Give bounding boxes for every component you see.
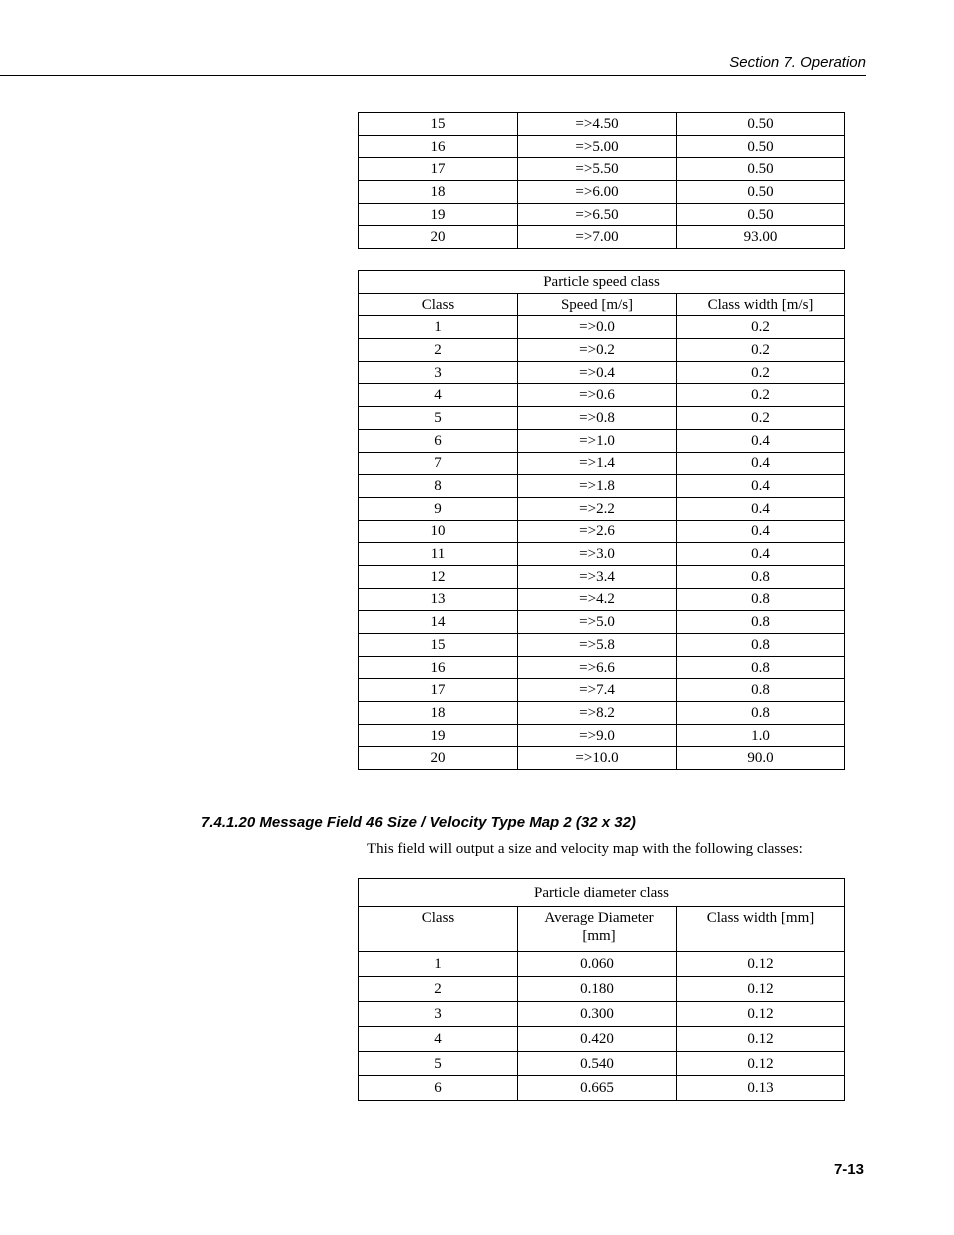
table-cell: =>0.0	[518, 316, 677, 339]
table-cell: 6	[359, 1076, 518, 1101]
table-cell: 0.8	[677, 679, 845, 702]
table-cell: =>2.6	[518, 520, 677, 543]
table-cell: 0.12	[677, 1001, 845, 1026]
table-row	[359, 679, 845, 702]
table-cell: 7	[359, 452, 518, 475]
table-cell: =>0.4	[518, 361, 677, 384]
table-row	[359, 497, 845, 520]
table-cell: 0.50	[677, 203, 845, 226]
table-cell: =>7.4	[518, 679, 677, 702]
table-cell: 0.060	[518, 952, 677, 977]
table-row	[359, 634, 845, 657]
table-cell: =>1.4	[518, 452, 677, 475]
column-header: Class width [mm]	[677, 907, 845, 952]
table-header-row	[359, 907, 845, 952]
table-cell: 0.13	[677, 1076, 845, 1101]
table-cell: 16	[359, 135, 518, 158]
table-cell: 1	[359, 952, 518, 977]
table-cell: 12	[359, 565, 518, 588]
table-cell: =>5.50	[518, 158, 677, 181]
table-row	[359, 407, 845, 430]
table-row	[359, 520, 845, 543]
table-row	[359, 656, 845, 679]
table-row	[359, 361, 845, 384]
table-row	[359, 588, 845, 611]
table-cell: 8	[359, 475, 518, 498]
table-cell: 3	[359, 361, 518, 384]
table-cell: =>9.0	[518, 724, 677, 747]
table-cell: 0.2	[677, 407, 845, 430]
table-cell: 0.12	[677, 952, 845, 977]
table-cell: 6	[359, 429, 518, 452]
table-cell: 2	[359, 339, 518, 362]
table-body	[359, 952, 845, 1101]
table-cell: =>0.2	[518, 339, 677, 362]
table-cell: =>6.00	[518, 181, 677, 204]
table-row	[359, 158, 845, 181]
table-cell: 4	[359, 384, 518, 407]
column-header: Class	[359, 293, 518, 316]
table-cell: 19	[359, 203, 518, 226]
table-cell: 17	[359, 679, 518, 702]
table-cell: 11	[359, 543, 518, 566]
table-cell: 20	[359, 747, 518, 770]
table-cell: =>5.8	[518, 634, 677, 657]
table-cell: 13	[359, 588, 518, 611]
table-cell: 0.50	[677, 113, 845, 136]
table-cell: 1	[359, 316, 518, 339]
table-cell: 0.4	[677, 452, 845, 475]
table-title-row	[359, 271, 845, 294]
table-cell: 17	[359, 158, 518, 181]
table-cell: =>10.0	[518, 747, 677, 770]
table-cell: 0.540	[518, 1051, 677, 1076]
table-cell: 19	[359, 724, 518, 747]
table-cell: 0.8	[677, 634, 845, 657]
table-cell: =>6.50	[518, 203, 677, 226]
table-cell: =>4.2	[518, 588, 677, 611]
table-cell: 0.50	[677, 135, 845, 158]
table-row	[359, 565, 845, 588]
table-cell: 0.8	[677, 611, 845, 634]
table-cell: =>7.00	[518, 226, 677, 249]
table-cell: 0.2	[677, 384, 845, 407]
column-header: Class	[359, 907, 518, 952]
table-cell: 3	[359, 1001, 518, 1026]
table-cell: 4	[359, 1026, 518, 1051]
table-row	[359, 543, 845, 566]
table-cell: =>5.00	[518, 135, 677, 158]
column-header: Class width [m/s]	[677, 293, 845, 316]
table-cell: 0.12	[677, 976, 845, 1001]
table-cell: 1.0	[677, 724, 845, 747]
table-cell: 0.50	[677, 158, 845, 181]
table-cell: 5	[359, 407, 518, 430]
table-row	[359, 952, 845, 977]
table-row	[359, 1076, 845, 1101]
page-number: 7-13	[833, 1161, 864, 1178]
table-row	[359, 611, 845, 634]
table-header-row	[359, 293, 845, 316]
table-row	[359, 181, 845, 204]
table-row	[359, 113, 845, 136]
table-cell: 18	[359, 181, 518, 204]
table-row	[359, 226, 845, 249]
table-cell: 0.12	[677, 1051, 845, 1076]
table-cell: 0.665	[518, 1076, 677, 1101]
table-cell: =>0.8	[518, 407, 677, 430]
section-heading: 7.4.1.20 Message Field 46 Size / Velocity Type Map 2 (32 x 32)	[201, 814, 636, 831]
table-title-row	[359, 879, 845, 907]
table-row	[359, 429, 845, 452]
table-cell: 18	[359, 702, 518, 725]
table-cell: 0.8	[677, 565, 845, 588]
table-cell: 15	[359, 113, 518, 136]
table-cell: =>5.0	[518, 611, 677, 634]
table-row	[359, 747, 845, 770]
table-row	[359, 452, 845, 475]
table-cell: 90.0	[677, 747, 845, 770]
table-cell: 20	[359, 226, 518, 249]
table-cell: =>0.6	[518, 384, 677, 407]
table-row	[359, 475, 845, 498]
table-body	[359, 316, 845, 770]
table-cell: 0.4	[677, 497, 845, 520]
table-cell: 0.8	[677, 588, 845, 611]
particle-diameter-table	[358, 878, 845, 1101]
table-row	[359, 135, 845, 158]
table-cell: =>3.0	[518, 543, 677, 566]
table-row	[359, 724, 845, 747]
table-cell: 0.300	[518, 1001, 677, 1026]
table-cell: 0.2	[677, 361, 845, 384]
table-cell: =>2.2	[518, 497, 677, 520]
table-row	[359, 1001, 845, 1026]
table-cell: 15	[359, 634, 518, 657]
table-cell: 0.2	[677, 316, 845, 339]
table-cell: =>1.8	[518, 475, 677, 498]
table-cell: 0.12	[677, 1026, 845, 1051]
table-body	[359, 113, 845, 249]
table-cell: 2	[359, 976, 518, 1001]
table-row	[359, 339, 845, 362]
table-cell: 0.2	[677, 339, 845, 362]
table-cell: 16	[359, 656, 518, 679]
table-cell: 14	[359, 611, 518, 634]
table-row	[359, 976, 845, 1001]
table-cell: 10	[359, 520, 518, 543]
table-cell: 93.00	[677, 226, 845, 249]
table-cell: 5	[359, 1051, 518, 1076]
table-row	[359, 203, 845, 226]
table-cell: 0.8	[677, 656, 845, 679]
table-cell: =>1.0	[518, 429, 677, 452]
table-title: Particle speed class	[359, 271, 845, 294]
running-header: Section 7. Operation	[0, 54, 866, 76]
table-row	[359, 384, 845, 407]
table-cell: 0.50	[677, 181, 845, 204]
column-header: Average Diameter [mm]	[518, 907, 677, 952]
table-cell: 0.420	[518, 1026, 677, 1051]
table-cell: =>4.50	[518, 113, 677, 136]
table-title: Particle diameter class	[359, 879, 845, 907]
table-row	[359, 1026, 845, 1051]
table-cell: 0.4	[677, 543, 845, 566]
table-cell: =>3.4	[518, 565, 677, 588]
speed-table-continued	[358, 112, 845, 249]
section-body-text: This field will output a size and velocity map with the following classes:	[367, 841, 803, 857]
table-cell: 9	[359, 497, 518, 520]
table-row	[359, 702, 845, 725]
table-cell: =>6.6	[518, 656, 677, 679]
table-cell: 0.8	[677, 702, 845, 725]
particle-speed-table	[358, 270, 845, 770]
table-row	[359, 316, 845, 339]
table-cell: 0.4	[677, 520, 845, 543]
table-cell: 0.180	[518, 976, 677, 1001]
table-cell: 0.4	[677, 429, 845, 452]
column-header: Speed [m/s]	[518, 293, 677, 316]
table-cell: =>8.2	[518, 702, 677, 725]
table-cell: 0.4	[677, 475, 845, 498]
table-row	[359, 1051, 845, 1076]
